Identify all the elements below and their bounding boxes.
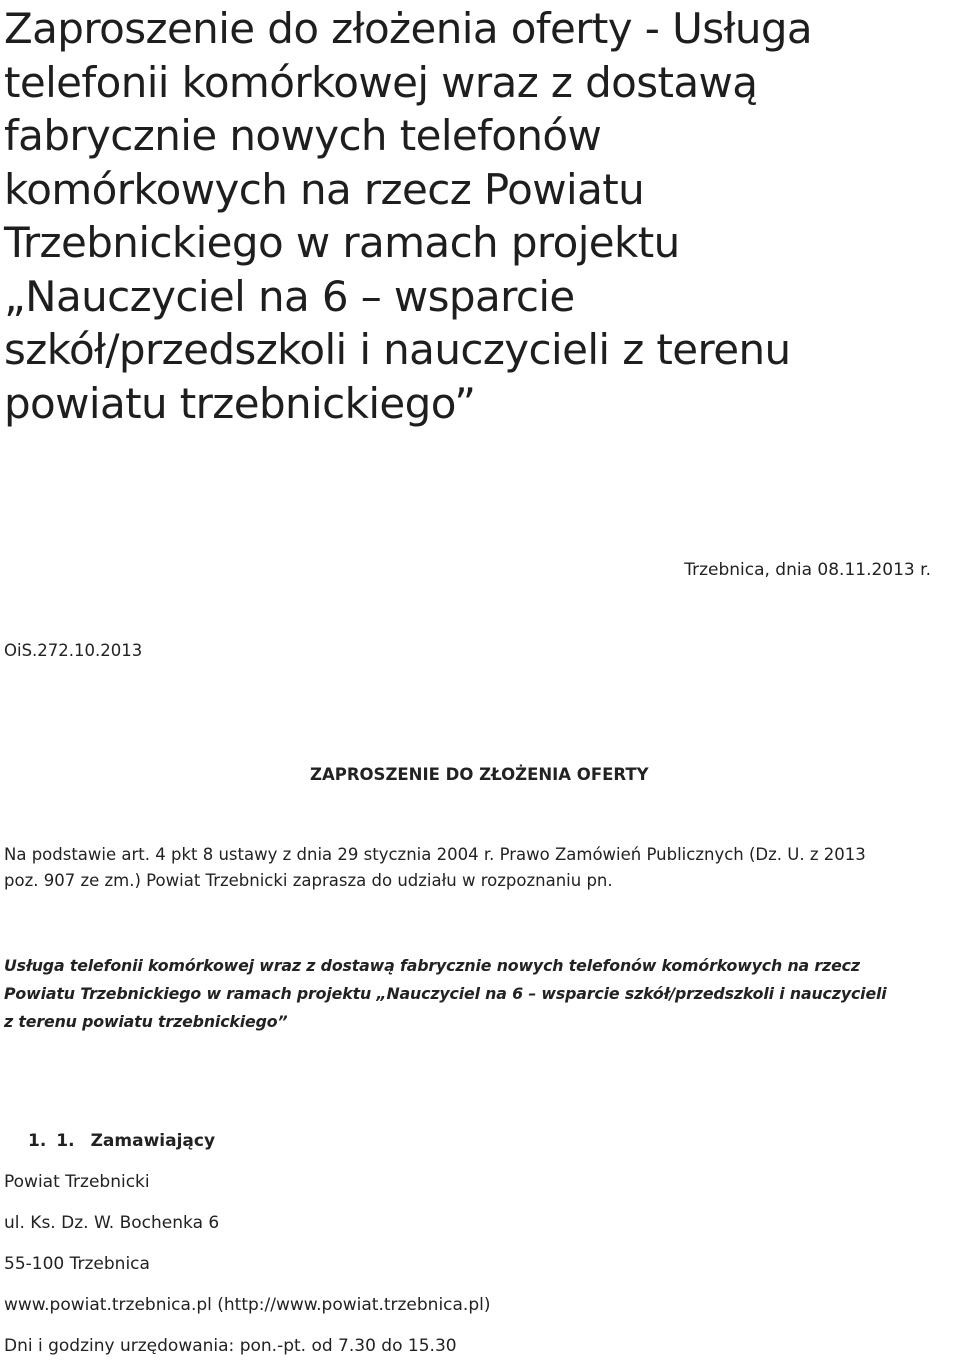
page-title xyxy=(4,2,954,430)
intro-line: Na podstawie art. 4 pkt 8 ustawy z dnia 29 stycznia 2004 r. Prawo Zamówień Publicznych (Dz. U. z 2013 xyxy=(4,845,866,864)
reference-number: OiS.272.10.2013 xyxy=(4,641,143,660)
page-title-line: powiatu trzebnickiego” xyxy=(4,378,476,428)
page-title-line: Zaproszenie do złożenia oferty - Usługa xyxy=(4,4,813,53)
contact-name: Powiat Trzebnicki xyxy=(4,1172,150,1192)
contact-website: www.powiat.trzebnica.pl (http://www.powiat.trzebnica.pl) xyxy=(4,1295,491,1315)
place-date: Trzebnica, dnia 08.11.2013 r. xyxy=(684,560,931,580)
section-number-inner: 1. xyxy=(56,1131,75,1151)
page-title-line: szkół/przedszkoli i nauczycieli z terenu xyxy=(4,325,791,374)
page-title-line: komórkowych na rzecz Powiatu xyxy=(4,164,645,214)
page-title-line: fabrycznie nowych telefonów xyxy=(4,111,602,160)
contact-city: 55-100 Trzebnica xyxy=(4,1254,150,1274)
page-title-line: Trzebnickiego w ramach projektu xyxy=(4,218,680,267)
page-title-line: „Nauczyciel na 6 – wsparcie xyxy=(4,271,575,321)
section-heading-zamawiajacy xyxy=(28,1131,215,1151)
section-title: Zamawiający xyxy=(90,1131,216,1151)
document-heading: ZAPROSZENIE DO ZŁOŻENIA OFERTY xyxy=(310,765,649,784)
section-number-outer: 1. xyxy=(28,1131,47,1151)
intro-paragraph xyxy=(4,842,954,894)
contact-street: ul. Ks. Dz. W. Bochenka 6 xyxy=(4,1213,220,1233)
intro-line: poz. 907 ze zm.) Powiat Trzebnicki zaprasza do udziału w rozpoznaniu pn. xyxy=(4,871,613,890)
subject-line: z terenu powiatu trzebnickiego” xyxy=(4,1012,288,1031)
subject-line: Usługa telefonii komórkowej wraz z dostawą fabrycznie nowych telefonów komórkowych na rzecz xyxy=(4,956,860,975)
contact-office-hours: Dni i godziny urzędowania: pon.-pt. od 7.30 do 15.30 xyxy=(4,1336,457,1356)
subject-line: Powiatu Trzebnickiego w ramach projektu „Nauczyciel na 6 – wsparcie szkół/przedszkoli i nauczycieli xyxy=(4,984,887,1003)
page-title-line: telefonii komórkowej wraz z dostawą xyxy=(4,57,758,107)
subject-paragraph xyxy=(4,952,960,1036)
